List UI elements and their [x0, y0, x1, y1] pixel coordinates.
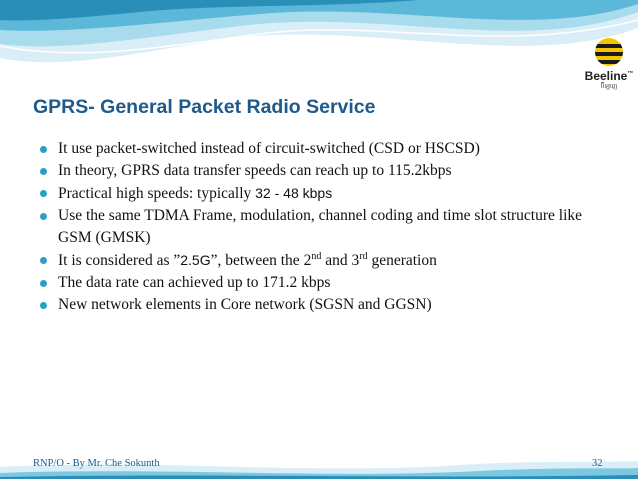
header-wave-band — [0, 0, 638, 95]
slide-title: GPRS- General Packet Radio Service — [33, 96, 376, 118]
bullet-dot-icon — [40, 213, 47, 220]
bullet-dot-icon — [40, 190, 47, 197]
bullet-item: Use the same TDMA Frame, modulation, channel coding and time slot structure like GSM (GMSK) — [40, 205, 610, 249]
bullet-dot-icon — [40, 168, 47, 175]
bullet-dot-icon — [40, 302, 47, 309]
bullet-item: New network elements in Core network (SGSN and GGSN) — [40, 294, 610, 316]
bullet-list — [40, 138, 610, 316]
bullet-item: In theory, GPRS data transfer speeds can reach up to 115.2kbps — [40, 160, 610, 182]
beeline-logo-icon — [595, 38, 623, 66]
footer-author: RNP/O - By Mr. Che Sokunth — [33, 458, 160, 469]
beeline-logo — [584, 38, 634, 98]
bullet-dot-icon — [40, 257, 47, 264]
bullet-dot-icon — [40, 280, 47, 287]
header-wave-graphic — [0, 0, 638, 95]
logo-brand-name: Beeline™ — [584, 69, 634, 83]
bullet-item: The data rate can achieved up to 171.2 kbps — [40, 272, 610, 294]
page-number: 32 — [592, 458, 603, 469]
bullet-item: Practical high speeds: typically 32 - 48 kbps — [40, 182, 610, 205]
bullet-item: It use packet-switched instead of circuit-switched (CSD or HSCSD) — [40, 138, 610, 160]
logo-tagline: ប៊ីឡាញ — [600, 84, 618, 90]
bullet-dot-icon — [40, 146, 47, 153]
bullet-item: It is considered as ”2.5G”, between the 2nd and 3rd generation — [40, 249, 610, 272]
